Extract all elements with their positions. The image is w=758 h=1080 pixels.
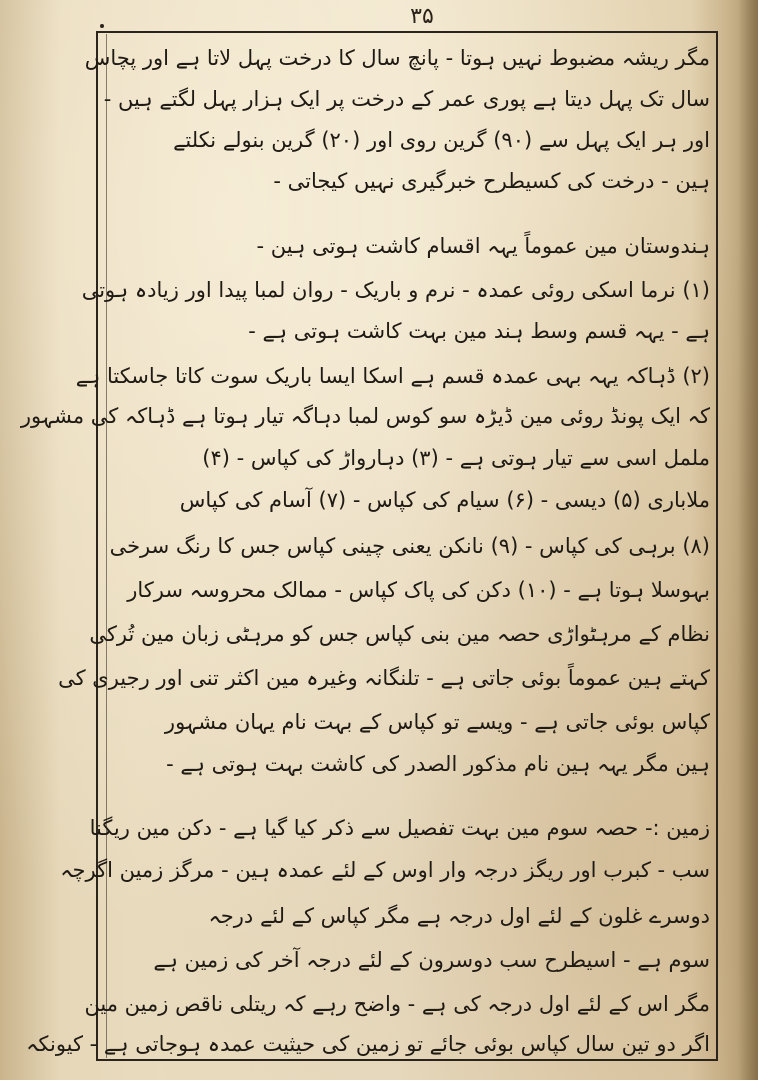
text-line: نظام کے مرہٹواڑی حصہ مین بنی کپاس جس کو مرہٹی زبان مین تُرکی [89,622,710,646]
text-line: ململ اسی سے تیار ہوتی ہے - (۳) دہارواڑ کی کپاس - (۴) [202,446,710,470]
text-line: کپاس بوئی جاتی ہے - ویسے تو کپاس کے بہت نام یہان مشہور [164,710,710,734]
ink-speck [100,24,104,28]
text-line: دوسرے غلون کے لئے اول درجہ ہے مگر کپاس کے لئے درجہ [208,904,710,928]
text-line: کہ ایک پونڈ روئی مین ڈیڑہ سو کوس لمبا دہاگہ تیار ہوتا ہے ڈہاکہ کی مشہور [20,404,710,428]
text-line: سال تک پہل دیتا ہے پوری عمر کے درخت پر ایک ہزار پہل لگتے ہیں - [103,87,710,111]
text-line: سب - کبرب اور ریگز درجہ وار اوس کے لئے عمدہ ہین - مرگز زمین اگرچہ [60,858,710,882]
text-line: مگر اس کے لئے اول درجہ کی ہے - واضح رہے کہ ریتلی ناقص زمین مین [84,992,710,1016]
text-line: ملاباری (۵) دیسی - (۶) سیام کی کپاس - (۷) آسام کی کپاس [179,488,710,512]
page-number: ۳۵ [410,4,434,29]
text-line: ہے - یہہ قسم وسط ہند مین بہت کاشت ہوتی ہے - [248,319,710,343]
text-line: بہوسلا ہوتا ہے - (۱۰) دکن کی پاک کپاس - ممالک محروسہ سرکار [127,578,710,602]
text-line: ہین - درخت کی کسیطرح خبرگیری نہیں کیجاتی - [273,169,710,193]
text-line: ہندوستان مین عموماً یہہ اقسام کاشت ہوتی ہین - [256,234,710,258]
text-line: سوم ہے - اسیطرح سب دوسرون کے لئے درجہ آخر کی زمین ہے [153,948,710,972]
text-line: مگر ریشہ مضبوط نہیں ہوتا - پانچ سال کا درخت پہل لاتا ہے اور پچاس [84,46,710,70]
text-line: اور ہر ایک پہل سے (۹۰) گرین روی اور (۲۰) گرین بنولے نکلتے [173,128,710,152]
text-line: اگر دو تین سال کپاس بوئی جائے تو زمین کی حیثیت عمدہ ہوجاتی ہے - کیونکہ [26,1032,710,1056]
text-line: زمین :- حصہ سوم مین بہت تفصیل سے ذکر کیا گیا ہے - دکن مین ریگنا [89,816,710,840]
book-gutter-shadow [738,0,758,1080]
text-line: کہتے ہین عموماً بوئی جاتی ہے - تلنگانہ وغیرہ مین اکثر تنی اور رجیری کی [58,666,710,690]
text-line: ہین مگر یہہ ہین نام مذکور الصدر کی کاشت بہت ہوتی ہے - [166,752,710,776]
text-line: (۲) ڈہاکہ یہہ بہی عمدہ قسم ہے اسکا ایسا باریک سوت کاتا جاسکتا ہے [75,364,710,388]
text-line: (۱) نرما اسکی روئی عمدہ - نرم و باریک - روان لمبا پیدا اور زیادہ ہوتی [81,278,710,302]
text-line: (۸) برہی کی کپاس - (۹) نانکن یعنی چینی کپاس جس کا رنگ سرخی [109,534,710,558]
